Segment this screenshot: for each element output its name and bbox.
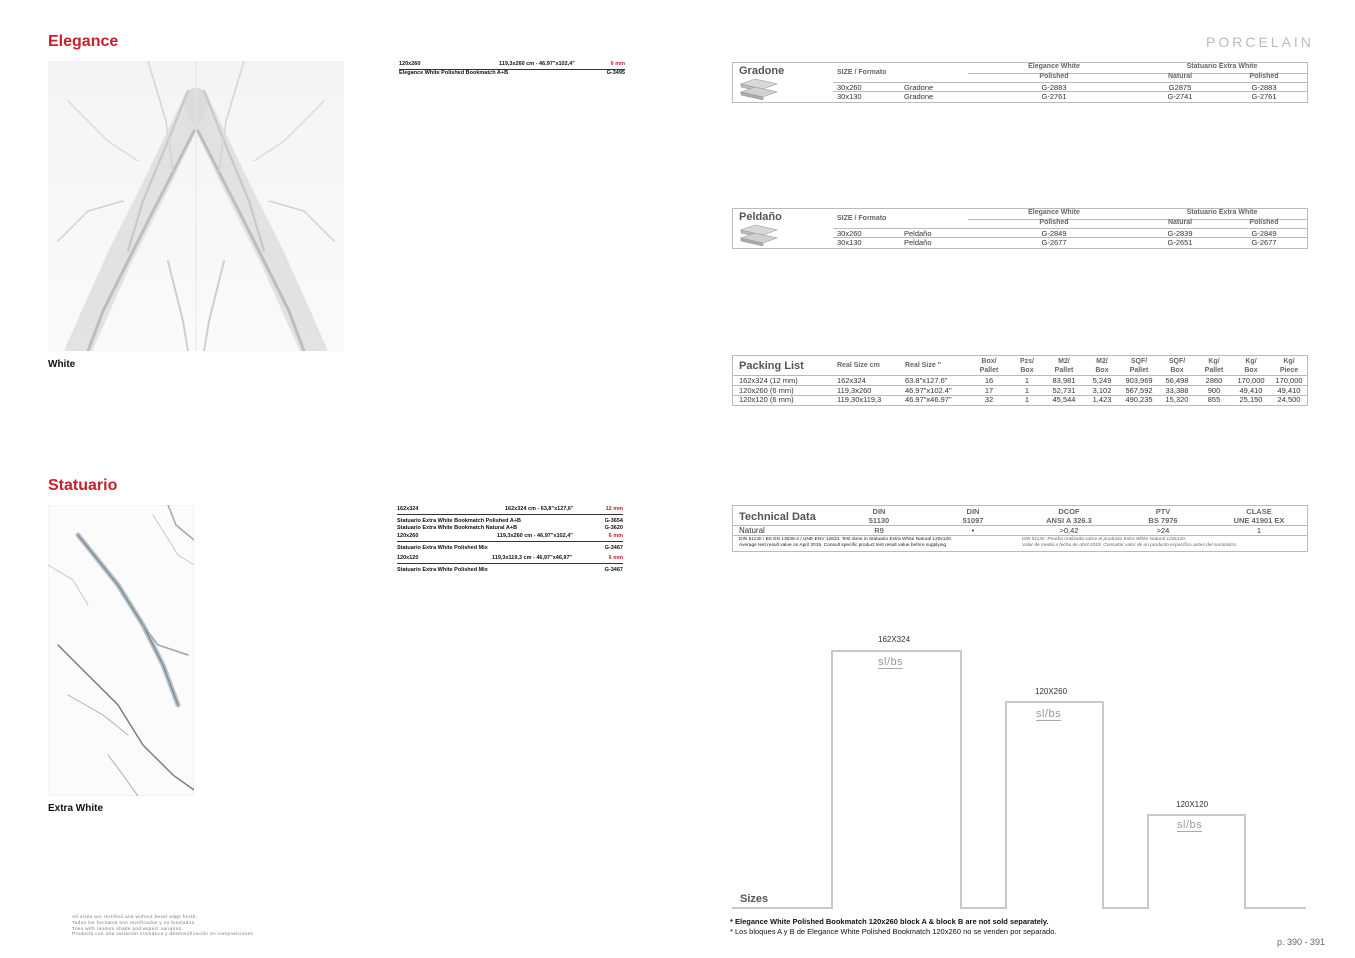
slabs-logo: sl/bs bbox=[1177, 819, 1203, 831]
slab-120x120 bbox=[1147, 814, 1246, 909]
tech-header: DIN 51130 bbox=[868, 507, 890, 525]
technical-title: Technical Data bbox=[739, 511, 816, 523]
peldano-table bbox=[732, 208, 1308, 249]
statuario-variant-label: Extra White bbox=[48, 803, 104, 814]
packing-cell: 3,102 bbox=[1092, 386, 1112, 395]
spec-dimensions: 119,3x260 cm - 46,97"x102,4" bbox=[497, 532, 573, 539]
slab-label: 120X260 bbox=[1035, 687, 1068, 696]
sizes-title: Sizes bbox=[740, 893, 769, 905]
row-type: Peldaño bbox=[904, 229, 932, 238]
packing-cell: 45,544 bbox=[1052, 395, 1076, 404]
packing-cell: 1,423 bbox=[1092, 395, 1112, 404]
packing-cell: 855 bbox=[1207, 395, 1221, 404]
packing-header: Box/ Pallet bbox=[979, 358, 999, 374]
spec-thickness: 6 mm bbox=[608, 532, 623, 539]
packing-cell: 170,000 bbox=[1275, 376, 1303, 385]
col-header: Polished bbox=[1039, 73, 1069, 80]
group-header-elegance: Elegance White bbox=[1028, 209, 1080, 216]
packing-cell: 83,981 bbox=[1052, 376, 1076, 385]
spec-format: 120x260 bbox=[397, 532, 419, 539]
spec-format-row bbox=[399, 61, 625, 70]
packing-cell: 15,320 bbox=[1165, 395, 1189, 404]
packing-title: Packing List bbox=[739, 360, 804, 372]
row-code: G-2677 bbox=[1251, 238, 1277, 247]
row-code: G-2677 bbox=[1041, 238, 1067, 247]
tech-header: PTV BS 7976 bbox=[1148, 507, 1178, 525]
tech-header: CLASE UNE 41901 EX bbox=[1233, 507, 1285, 525]
fine-print-line: Tiles with random shade and aspect variation. bbox=[72, 925, 184, 931]
footnote-en: * Elegance White Polished Bookmatch 120x260 block A & block B are not sold separately. bbox=[730, 917, 1049, 926]
spec-product-row bbox=[397, 545, 623, 553]
tech-value: >24 bbox=[1156, 526, 1170, 535]
row-code: G-2741 bbox=[1167, 92, 1193, 101]
packing-cell: 1 bbox=[1024, 376, 1030, 385]
group-header-statuario: Statuario Extra White bbox=[1186, 209, 1258, 216]
tech-header: DCOF ANSI A 326.3 bbox=[1046, 507, 1092, 525]
spec-format: 162x324 bbox=[397, 506, 419, 512]
packing-cell: 170,000 bbox=[1237, 376, 1265, 385]
packing-header: Kg/ Box bbox=[1244, 358, 1258, 374]
packing-cell: 567,592 bbox=[1125, 386, 1153, 395]
spec-format: 120x260 bbox=[399, 61, 421, 67]
packing-cell: 1 bbox=[1024, 395, 1030, 404]
spec-product-name: Statuario Extra White Polished Mix bbox=[397, 566, 488, 573]
packing-cell: 1 bbox=[1024, 386, 1030, 395]
packing-cell: 25,150 bbox=[1239, 395, 1263, 404]
elegance-variant-label: White bbox=[48, 359, 76, 370]
step-tile-icon bbox=[739, 78, 779, 100]
group-header-statuario: Statuario Extra White bbox=[1186, 63, 1258, 70]
packing-cell: 46.97"x46.97" bbox=[905, 395, 952, 404]
footnote-es: * Los bloques A y B de Elegance White Polished Bookmatch 120x260 no se venden por separado. bbox=[730, 927, 1057, 936]
packing-row-label: 120x120 (6 mm) bbox=[739, 395, 794, 404]
elegance-spec bbox=[399, 61, 625, 78]
tech-header: DIN 51097 bbox=[962, 507, 984, 525]
col-header: Polished bbox=[1249, 73, 1279, 80]
packing-header: SQF/ Box bbox=[1168, 358, 1186, 374]
packing-cell: 490,235 bbox=[1125, 395, 1153, 404]
spec-product-name: Statuario Extra White Polished Mix bbox=[397, 544, 488, 551]
packing-cell: 52,731 bbox=[1052, 386, 1076, 395]
tech-row-label: Natural bbox=[739, 526, 765, 535]
spec-dimensions: 162x324 cm - 63,8"x127,6" bbox=[505, 506, 574, 512]
packing-cell: 63.8"x127.6" bbox=[905, 376, 948, 385]
fine-print-line: Todos los formatos son rectificados y no biselados. bbox=[72, 919, 197, 925]
tech-notes-es: DIN 51130 -Prueba realizada sobre el producto Extra White Natural 120x120. Valor de media a fecha de Abril 2019. Consultar valor de un producto específico antes del suministro. bbox=[1022, 537, 1238, 548]
packing-header: Real Size cm bbox=[837, 362, 880, 369]
tech-value: • bbox=[971, 526, 975, 535]
statuario-title: Statuario bbox=[48, 477, 118, 494]
tech-value: 1 bbox=[1256, 526, 1262, 535]
slab-120x260 bbox=[1005, 701, 1104, 909]
packing-cell: 5,249 bbox=[1092, 376, 1112, 385]
packing-cell: 900 bbox=[1207, 386, 1221, 395]
row-code: G-2761 bbox=[1041, 92, 1067, 101]
slabs-logo: sl/bs bbox=[1036, 708, 1062, 720]
spec-format: 120x120 bbox=[397, 554, 419, 561]
spec-product-code: G-3495 bbox=[606, 70, 625, 76]
statuario-spec bbox=[397, 506, 623, 575]
spec-product-row bbox=[399, 70, 625, 78]
size-header: SIZE / Formato bbox=[837, 215, 887, 222]
spec-product-code: G-3467 bbox=[604, 544, 623, 551]
spec-product-row bbox=[397, 567, 623, 575]
spec-product-code: G-3620 bbox=[604, 524, 623, 531]
spec-format-row bbox=[397, 533, 623, 542]
spec-product-name: Statuario Extra White Bookmatch Polished A+B bbox=[397, 518, 522, 524]
packing-header: M2/ Pallet bbox=[1054, 358, 1074, 374]
row-size: 30x130 bbox=[837, 92, 862, 101]
tech-value: >0,42 bbox=[1059, 526, 1079, 535]
elegance-marble-image bbox=[48, 61, 344, 351]
spec-product-code: G-3654 bbox=[604, 518, 623, 524]
step-tile-icon bbox=[739, 224, 779, 246]
gradone-table bbox=[732, 62, 1308, 103]
row-type: Gradone bbox=[904, 92, 934, 101]
spec-product-row bbox=[397, 525, 623, 533]
fine-print bbox=[72, 914, 255, 937]
row-code: G-2761 bbox=[1251, 92, 1277, 101]
packing-cell: 119,3x260 bbox=[837, 386, 872, 395]
row-size: 30x130 bbox=[837, 238, 862, 247]
page-number: p. 390 - 391 bbox=[1277, 937, 1326, 947]
row-type: Peldaño bbox=[904, 238, 932, 247]
porcelain-logo: PORCELAIN bbox=[1206, 34, 1314, 50]
row-type: Gradone bbox=[904, 83, 934, 92]
spec-thickness: 6 mm bbox=[608, 554, 623, 561]
packing-header: Kg/ Pallet bbox=[1204, 358, 1224, 374]
size-header: SIZE / Formato bbox=[837, 69, 887, 76]
spec-product-code: G-3467 bbox=[604, 566, 623, 573]
slab-label: 162X324 bbox=[878, 635, 911, 644]
row-code: G2875 bbox=[1168, 83, 1192, 92]
packing-cell: 16 bbox=[984, 376, 994, 385]
packing-cell: 24,500 bbox=[1277, 395, 1301, 404]
packing-list-table bbox=[732, 355, 1308, 406]
technical-data-table bbox=[732, 505, 1308, 552]
packing-cell: 119,30x119,3 bbox=[837, 395, 882, 404]
fine-print-line: All sizes are rectified and without bevel edge finish. bbox=[72, 914, 198, 919]
spec-format-row bbox=[397, 555, 623, 564]
row-code: G-2849 bbox=[1041, 229, 1067, 238]
statuario-marble-image bbox=[48, 505, 194, 796]
packing-header: Kg/ Piece bbox=[1279, 358, 1299, 374]
col-header: Natural bbox=[1167, 219, 1193, 226]
col-header: Polished bbox=[1249, 219, 1279, 226]
row-code: G-2651 bbox=[1167, 238, 1193, 247]
packing-cell: 903,969 bbox=[1125, 376, 1153, 385]
gradone-title: Gradone bbox=[739, 65, 785, 77]
packing-cell: 2860 bbox=[1205, 376, 1223, 385]
row-size: 30x260 bbox=[837, 83, 862, 92]
packing-header: Real Size " bbox=[905, 362, 942, 369]
peldano-title: Peldaño bbox=[739, 211, 782, 223]
row-code: G-2849 bbox=[1251, 229, 1277, 238]
row-size: 30x260 bbox=[837, 229, 862, 238]
row-code: G-2883 bbox=[1251, 83, 1277, 92]
tech-notes-en: DIN 51130 / BS EN 13036-4 / UNE-ENV 12633. Test done in Statuario Extra White Natural 120x120. Average test result value on April 2019. Consult specific product test result value before supplying. bbox=[739, 537, 953, 548]
spec-thickness: 6 mm bbox=[610, 61, 625, 67]
packing-row-label: 162x324 (12 mm) bbox=[739, 376, 798, 385]
packing-row-label: 120x260 (6 mm) bbox=[739, 386, 794, 395]
col-header: Natural bbox=[1167, 73, 1193, 80]
group-header-elegance: Elegance White bbox=[1028, 63, 1080, 70]
packing-header: Pzs/ Box bbox=[1019, 358, 1034, 374]
packing-cell: 46.97"x102.4" bbox=[905, 386, 952, 395]
spec-product-name: Statuario Extra White Bookmatch Natural A+B bbox=[397, 524, 518, 531]
col-header: Polished bbox=[1039, 219, 1069, 226]
spec-thickness: 12 mm bbox=[605, 506, 623, 512]
packing-cell: 49,410 bbox=[1277, 386, 1301, 395]
packing-header: M2/ Box bbox=[1095, 358, 1109, 374]
packing-header: SQF/ Pallet bbox=[1129, 358, 1149, 374]
elegance-title: Elegance bbox=[48, 33, 119, 50]
fine-print-line: Producto con alta variación cromática y desmonificación en composiciones. bbox=[72, 931, 255, 937]
slab-label: 120X120 bbox=[1176, 800, 1209, 809]
packing-cell: 33,388 bbox=[1165, 386, 1189, 395]
packing-cell: 56,498 bbox=[1165, 376, 1189, 385]
spec-product-name: Elegance White Polished Bookmatch A+B bbox=[399, 70, 509, 76]
slabs-logo: sl/bs bbox=[878, 656, 904, 668]
spec-dimensions: 119,3x119,3 cm - 46,97"x46,97" bbox=[492, 554, 573, 561]
spec-dimensions: 119,3x260 cm - 46,97"x102,4" bbox=[499, 61, 575, 67]
packing-cell: 17 bbox=[984, 386, 994, 395]
row-code: G-2883 bbox=[1041, 83, 1067, 92]
spec-format-row bbox=[397, 506, 623, 515]
slab-162x324 bbox=[831, 650, 962, 909]
packing-cell: 49,410 bbox=[1239, 386, 1263, 395]
packing-cell: 162x324 bbox=[837, 376, 866, 385]
tech-value: R9 bbox=[874, 526, 884, 535]
row-code: G-2839 bbox=[1167, 229, 1193, 238]
packing-cell: 32 bbox=[984, 395, 994, 404]
